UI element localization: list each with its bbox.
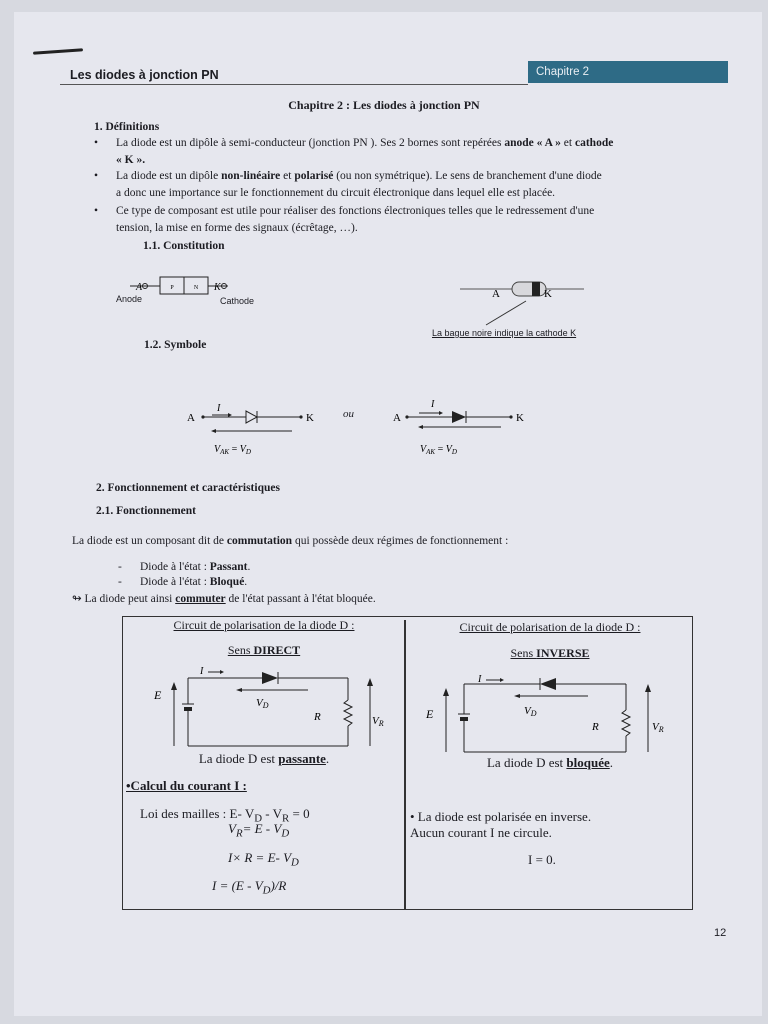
svg-text:I: I <box>478 674 482 685</box>
svg-text:R: R <box>592 721 599 733</box>
equation-vr: $V_R= E - V_D$ <box>228 821 290 840</box>
cathode-ring-caption: La bague noire indique la cathode K <box>432 328 577 338</box>
svg-text:VR: VR <box>652 721 664 734</box>
svg-text:K: K <box>516 412 524 424</box>
diode-symbol-1 <box>180 396 330 460</box>
anode-label: Anode <box>116 294 143 304</box>
svg-text:R: R <box>314 711 321 723</box>
pn-junction-diagram <box>110 272 280 312</box>
section2-heading: 2. Fonctionnement et caractéristiques <box>96 482 280 494</box>
svg-text:E: E <box>426 707 434 721</box>
symbol-heading: 1.2. Symbole <box>144 339 207 351</box>
bullet-3: • Ce type de composant est utile pour réaliser des fonctions électroniques telles que le redressement d'une tension, la mise en forme des signaux (écrêtage, …). <box>116 203 716 237</box>
svg-text:A: A <box>187 412 195 424</box>
svg-text:I: I <box>200 666 204 677</box>
right-col-title: Circuit de polarisation de la diode D : <box>459 620 641 634</box>
right-col-subtitle: Sens INVERSE <box>510 646 590 660</box>
header-title: Les diodes à jonction PN <box>70 68 219 82</box>
svg-text:I: I <box>431 399 435 410</box>
svg-text:VD: VD <box>256 697 269 710</box>
calc-title: •Calcul du courant I : <box>126 778 247 793</box>
p-label: P <box>170 285 174 291</box>
header-rule <box>60 84 528 85</box>
left-state: La diode D est passante. <box>198 751 330 766</box>
page-title: Chapitre 2 : Les diodes à jonction PN <box>288 98 480 112</box>
svg-text:VAK = VD: $V_{AK} = V_D$ <box>420 444 457 456</box>
svg-text:K: K <box>306 412 314 424</box>
equation-loop: Loi des mailles : E- $V_D - V_R = 0$ <box>140 806 310 825</box>
inverse-note-1: • La diode est polarisée en inverse. <box>410 809 592 824</box>
equation-ir: I× R = E- $V_D$ <box>228 850 299 869</box>
direct-circuit <box>148 664 398 754</box>
fonctionnement-heading: 2.1. Fonctionnement <box>96 505 196 517</box>
photo-a-label: A <box>492 288 500 300</box>
chapter-tab: Chapitre 2 <box>528 61 728 83</box>
n-label: N <box>193 285 199 291</box>
diode-symbol-2 <box>386 396 536 460</box>
left-col-subtitle: Sens DIRECT <box>227 643 301 657</box>
a-label: A <box>136 282 143 293</box>
bullet-1: • La diode est un dipôle à semi-conducteur (jonction PN ). Ses 2 bornes sont repérées anode « A » et cathode « K ». <box>116 135 716 169</box>
k-label: K <box>214 282 221 293</box>
svg-text:VAK = VD: $V_{AK} = V_D$ <box>214 444 251 456</box>
svg-text:VD: VD <box>524 705 537 718</box>
svg-text:VR: VR <box>372 715 384 728</box>
constitution-heading: 1.1. Constitution <box>143 240 225 252</box>
svg-text:E: E <box>154 688 162 702</box>
left-col-title: Circuit de polarisation de la diode D : <box>173 618 355 632</box>
svg-text:A: A <box>393 412 401 424</box>
svg-text:I: I <box>217 403 221 414</box>
inverse-circuit <box>420 670 680 760</box>
inverse-result: I = 0. <box>528 852 556 867</box>
right-state: La diode D est bloquée. <box>486 755 613 770</box>
inverse-note-2: Aucun courant I ne circule. <box>410 825 552 840</box>
page-number: 12 <box>714 927 727 939</box>
or-label: ou <box>343 408 354 420</box>
equation-current: $I = (E - V_D)/R$ <box>212 878 287 897</box>
section1-heading: 1. Définitions <box>94 121 160 133</box>
table-divider <box>404 620 406 910</box>
real-diode-drawing <box>456 275 596 335</box>
bullet-2: • La diode est un dipôle non-linéaire et polarisé (ou non symétrique). Le sens de branchement d'une diode a donc une importance sur le fonctionnement du circuit électronique dans lequel elle est placée. <box>116 168 716 202</box>
photo-k-label: K <box>544 288 552 300</box>
commutation-intro: La diode est un composant dit de commutation qui possède deux régimes de fonctionnement : <box>72 535 509 547</box>
commuter-conclusion: ↬ La diode peut ainsi commuter de l'état passant à l'état bloquée. <box>72 593 376 605</box>
cathode-label: Cathode <box>220 296 255 306</box>
